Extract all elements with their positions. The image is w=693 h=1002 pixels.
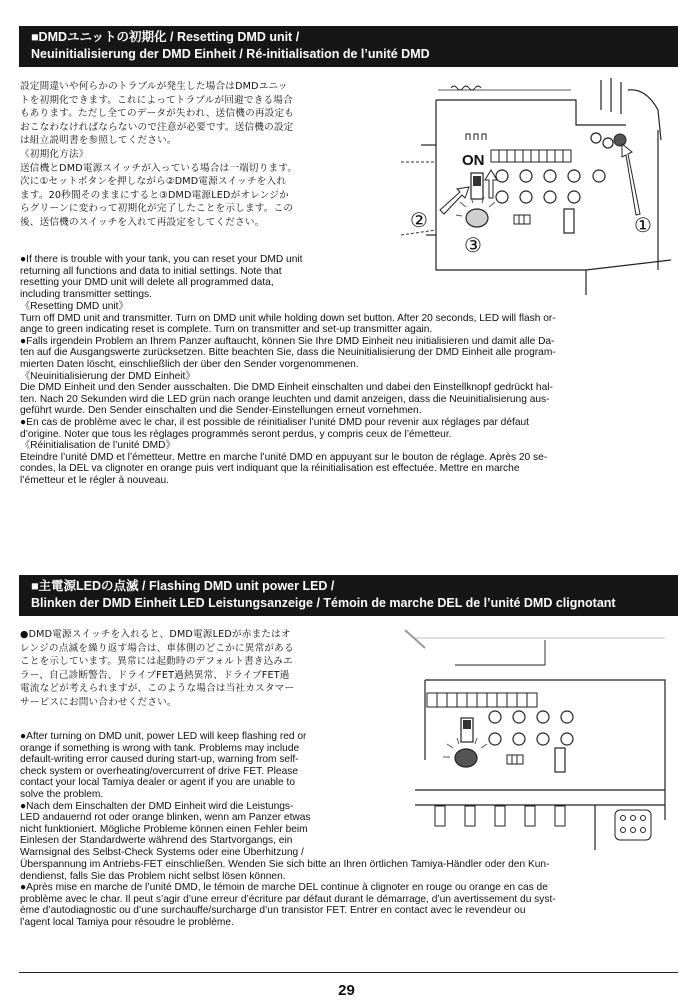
- on-label: ON: [462, 152, 485, 169]
- section-title-en: Flashing DMD unit power LED /: [148, 579, 335, 593]
- section-title-line1: ■DMDユニットの初期化 / Resetting DMD unit /: [31, 30, 300, 44]
- flashing-en-de-intro: ●After turning on DMD unit, power LED will keep flashing red or orange if something is wrong with tank. Problems may include default-writing error caused during start-up, warning from self- check system or overheating/overcurrent of drive FET. Please contact your local Tamiya dealer or agent if you are unable to solve the problem. ●Nach dem Einschalten der DMD Einheit wird die Leistungs- LED andauernd rot oder orange blinken, wenn am Panzer etwas nicht funktioniert. Mögliche Probleme können einen Fehler beim Einlesen der Standardwerte während des Startvorgangs, ein Warnsignal des Selbst-Check Systems oder eine Überhitzung /: [20, 731, 311, 858]
- section-header-flashing-led: [19, 575, 678, 616]
- callout-3: ③: [464, 233, 482, 257]
- reset-en-intro: ●If there is trouble with your tank, you can reset your DMD unit returning all functions and data to initial settings. Note that resetting your DMD unit will delete all programmed data, including transmitter settings.: [20, 254, 303, 300]
- section-title-line2: Blinken der DMD Einheit LED Leistungsanzeige / Témoin de marche DEL de l’unité DMD clignotant: [31, 596, 616, 610]
- section-title-line2: Neuinitialisierung der DMD Einheit / Ré-initialisation de l’unité DMD: [31, 47, 430, 61]
- footer-rule: [19, 972, 678, 973]
- section-title-line1: ■主電源LEDの点滅 / Flashing DMD unit power LED /: [31, 579, 335, 593]
- reset-jp-text: 設定間違いや何らかのトラブルが発生した場合はDMDユニッ トを初期化できます。これによってトラブルが回避できる場合 もあります。ただし全てのデータが失われ、送信機の再設定も おこなわなければならないので注意が必要です。送信機の設定 は組立説明書を参照してください。 《初期化方法》 送信機とDMD電源スイッチが入っている場合は一端切ります。 次に①セットボタンを押しながら②DMD電源スイッチを入れ ます。20秒間そのままにすると③DMD電源LEDがオレンジか らグリーンに変わって初期化が完了したことを示します。この 後、送信機のスイッチを入れて再設定をしてください。: [20, 81, 298, 228]
- section-header-reset: [19, 26, 678, 67]
- flashing-multilingual-body: Überspannung im Antriebs-FET einschließen. Wenden Sie sich bitte an Ihren örtlichen Tamiya-Händler oder den Kun- dendienst, falls Sie das Problem nicht selbst lösen können. ●Après mise en marche de l’unité DMD, le témoin de marche DEL continue à clignoter en rouge ou orange en cas de problème avec le char. Il peut s’agir d’une erreur d’écriture par défaut durant le démarrage, d’un avertissement du syst- ème d’autodiagnostic ou d’une surchauffe/surcharge d’un transistor FET. Entrer en contact avec le revendeur ou l’agent local Tamiya pour résoudre le problème.: [20, 859, 556, 928]
- callout-2: ②: [410, 208, 428, 232]
- flashing-jp-text: ●DMD電源スイッチを入れると、DMD電源LEDが赤またはオ レンジの点滅を繰り返す場合は、車体側のどこかに異常がある ことを示しています。異常には起動時のデフォルト書き込みエ ラー、自己診断警告、ドライブFET過熱異常、ドライブFET過 電流などが考えられますが、このような場合は当社カスタマー サービスにお問い合わせください。: [20, 629, 295, 708]
- section-title-jp: ■DMDユニットの初期化: [31, 30, 167, 44]
- callout-1: ①: [634, 213, 652, 237]
- dmd-reset-illustration: [396, 70, 680, 298]
- reset-multilingual-body: 《Resetting DMD unit》 Turn off DMD unit and transmitter. Turn on DMD unit while holding down set button. After 20 seconds, LED will flash or- ange to green indicating reset is complete. Turn on transmitter and set-up transmitter again. ●Falls irgendein Problem an Ihrem Panzer auftaucht, können Sie Ihre DMD Einheit neu initialisieren und damit alle Da- ten auf die Ausgangswerte zurücksetzen. Bitte beachten Sie, dass die Neuinitialisierung der DMD Einheit alle program- mierten Daten löscht, einschließlich der über den Sender vorgenommenen. 《Neuinitialisierung der DMD Einheit》 Die DMD Einheit und den Sender ausschalten. Die DMD Einheit einschalten und dabei den Einstellknopf gedrückt hal- ten. Nach 20 Sekunden wird die LED grün nach orange leuchten und damit anzeigen, dass die Neuinitialisierung aus- geführt wurde. Den Sender einschalten und die Sender-Einstellungen erneut vornehmen. ●En cas de problème avec le char, il est possible de réinitialiser l’unité DMD pour revenir aux réglages par défaut d’origine. Noter que tous les réglages programmés seront perdus, y compris ceux de l’émetteur. 《Réinitialisation de l’unité DMD》 Eteindre l’unité DMD et l’émetteur. Mettre en marche l’unité DMD en appuyant sur le bouton de réglage. Après 20 se- condes, la DEL va clignoter en orange puis vert indiquant que la réinitialisation est effectuée. Mettre en marche l’émetteur et le régler à nouveau.: [20, 301, 556, 486]
- section-title-en: Resetting DMD unit /: [176, 30, 300, 44]
- page-number: 29: [338, 982, 355, 999]
- section-title-jp: ■主電源LEDの点滅: [31, 579, 139, 593]
- dmd-flashing-led-illustration: [395, 620, 680, 858]
